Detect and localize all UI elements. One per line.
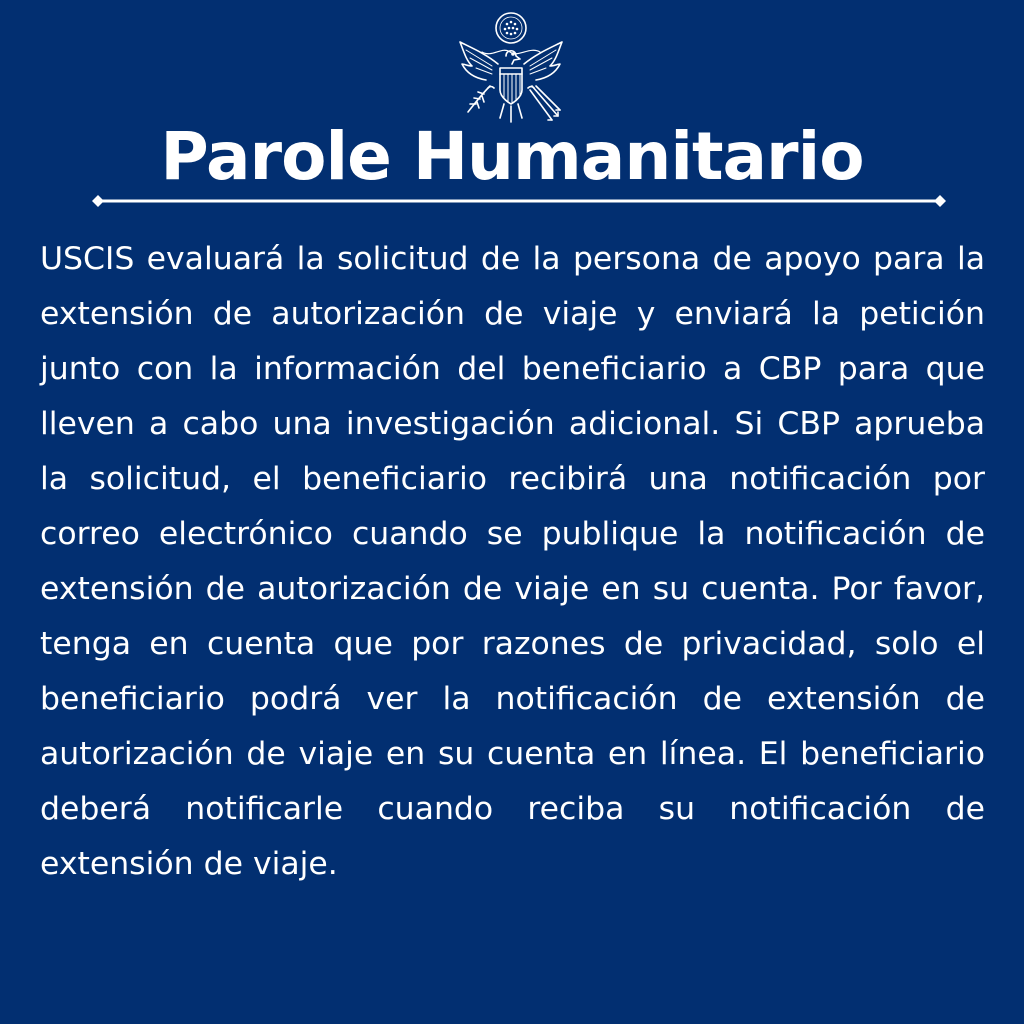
page-title: Parole Humanitario (160, 118, 864, 195)
divider-diamond-right-icon (934, 195, 946, 207)
divider-diamond-left-icon (92, 195, 104, 207)
title-divider (90, 191, 948, 211)
body-paragraph: USCIS evaluará la solicitud de la persona de apoyo para la extensión de autorización de viaje y enviará la petición junto con la información del beneficiario a CBP para que lleven a cabo una investigación adicional. Si CBP aprueba la solicitud, el beneficiario recibirá una notificación por correo electrónico cuando se publique la notificación de extensión de autorización de viaje en su cuenta. Por favor, tenga en cuenta que por razones de privacidad, solo el beneficiario podrá ver la notificación de extensión de autorización de viaje en su cuenta en línea. El beneficiario deberá notificarle cuando reciba su notificación de extensión de viaje. (40, 241, 985, 882)
